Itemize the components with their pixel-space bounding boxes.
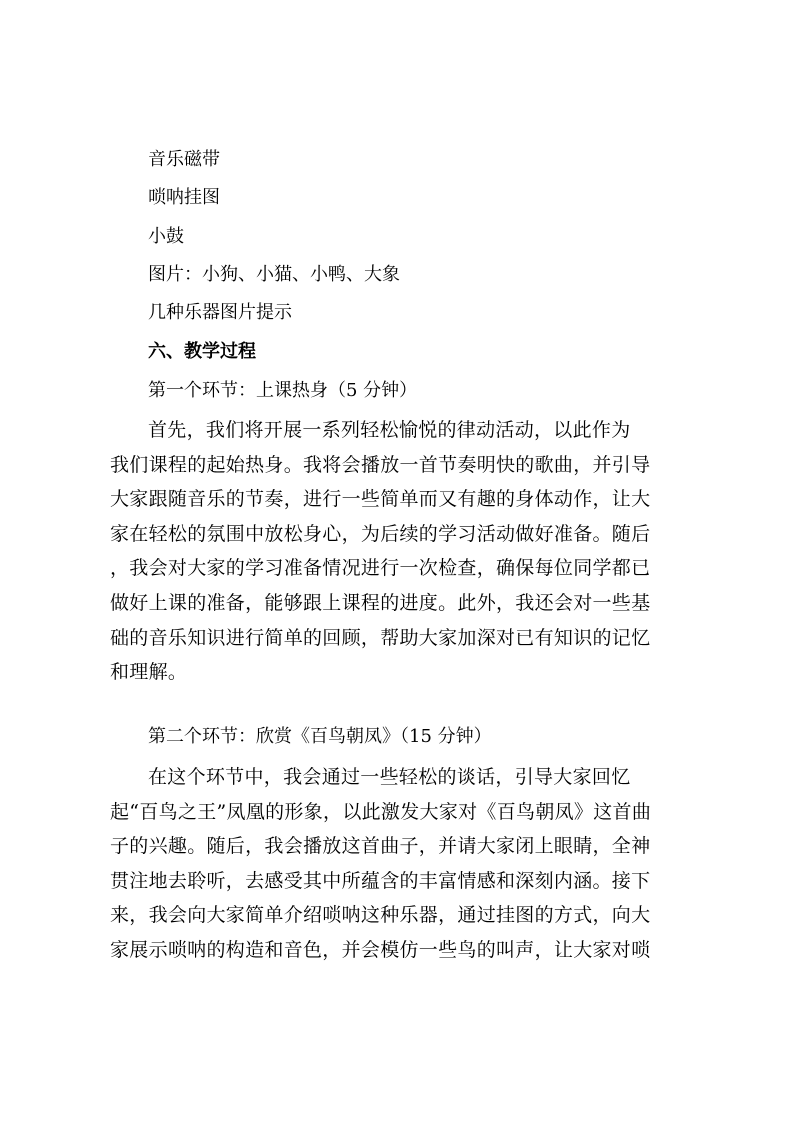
material-item-drum: 小鼓 bbox=[148, 226, 184, 247]
step2-line: 起“百鸟之王”凤凰的形象，以此激发大家对《百鸟朝凤》这首曲 bbox=[110, 800, 652, 823]
step1-line: 做好上课的准备，能够跟上课程的进度。此外，我还会对一些基 bbox=[110, 591, 651, 614]
material-item-instrument-pictures: 几种乐器图片提示 bbox=[148, 302, 292, 323]
step2-line: 在这个环节中，我会通过一些轻松的谈话，引导大家回忆 bbox=[148, 766, 631, 788]
step1-line: 础的音乐知识进行简单的回顾，帮助大家加深对已有知识的记忆 bbox=[110, 626, 651, 649]
step2-line: 来，我会向大家简单介绍唢呐这种乐器，通过挂图的方式，向大 bbox=[110, 904, 651, 927]
step1-line: ，我会对大家的学习准备情况进行一次检查，确保每位同学都已 bbox=[110, 557, 651, 580]
step2-paragraph bbox=[110, 760, 700, 968]
step1-title: 第一个环节：上课热身（5 分钟） bbox=[148, 380, 418, 401]
material-item-animal-pictures: 图片：小狗、小猫、小鸭、大象 bbox=[148, 264, 400, 285]
step1-paragraph bbox=[110, 413, 700, 690]
step2-line: 贯注地去聆听，去感受其中所蕴含的丰富情感和深刻内涵。接下 bbox=[110, 869, 651, 892]
step1-line: 大家跟随音乐的节奏，进行一些简单而又有趣的身体动作，让大 bbox=[110, 488, 651, 511]
step1-line: 家在轻松的氛围中放松身心，为后续的学习活动做好准备。随后 bbox=[110, 522, 651, 545]
material-item-suona-chart: 唢呐挂图 bbox=[148, 187, 220, 208]
material-item-tape: 音乐磁带 bbox=[148, 149, 220, 170]
step1-line: 我们课程的起始热身。我将会播放一首节奏明快的歌曲，并引导 bbox=[110, 453, 651, 476]
step2-line: 家展示唢呐的构造和音色，并会模仿一些鸟的叫声，让大家对唢 bbox=[110, 938, 651, 961]
step1-line: 和理解。 bbox=[110, 661, 188, 684]
section-heading-teaching-process: 六、教学过程 bbox=[148, 341, 256, 362]
step2-line: 子的兴趣。随后，我会播放这首曲子，并请大家闭上眼睛，全神 bbox=[110, 835, 651, 858]
step1-line: 首先，我们将开展一系列轻松愉悦的律动活动，以此作为 bbox=[148, 419, 631, 441]
step2-title: 第二个环节：欣赏《百鸟朝凤》（15 分钟） bbox=[148, 726, 492, 747]
